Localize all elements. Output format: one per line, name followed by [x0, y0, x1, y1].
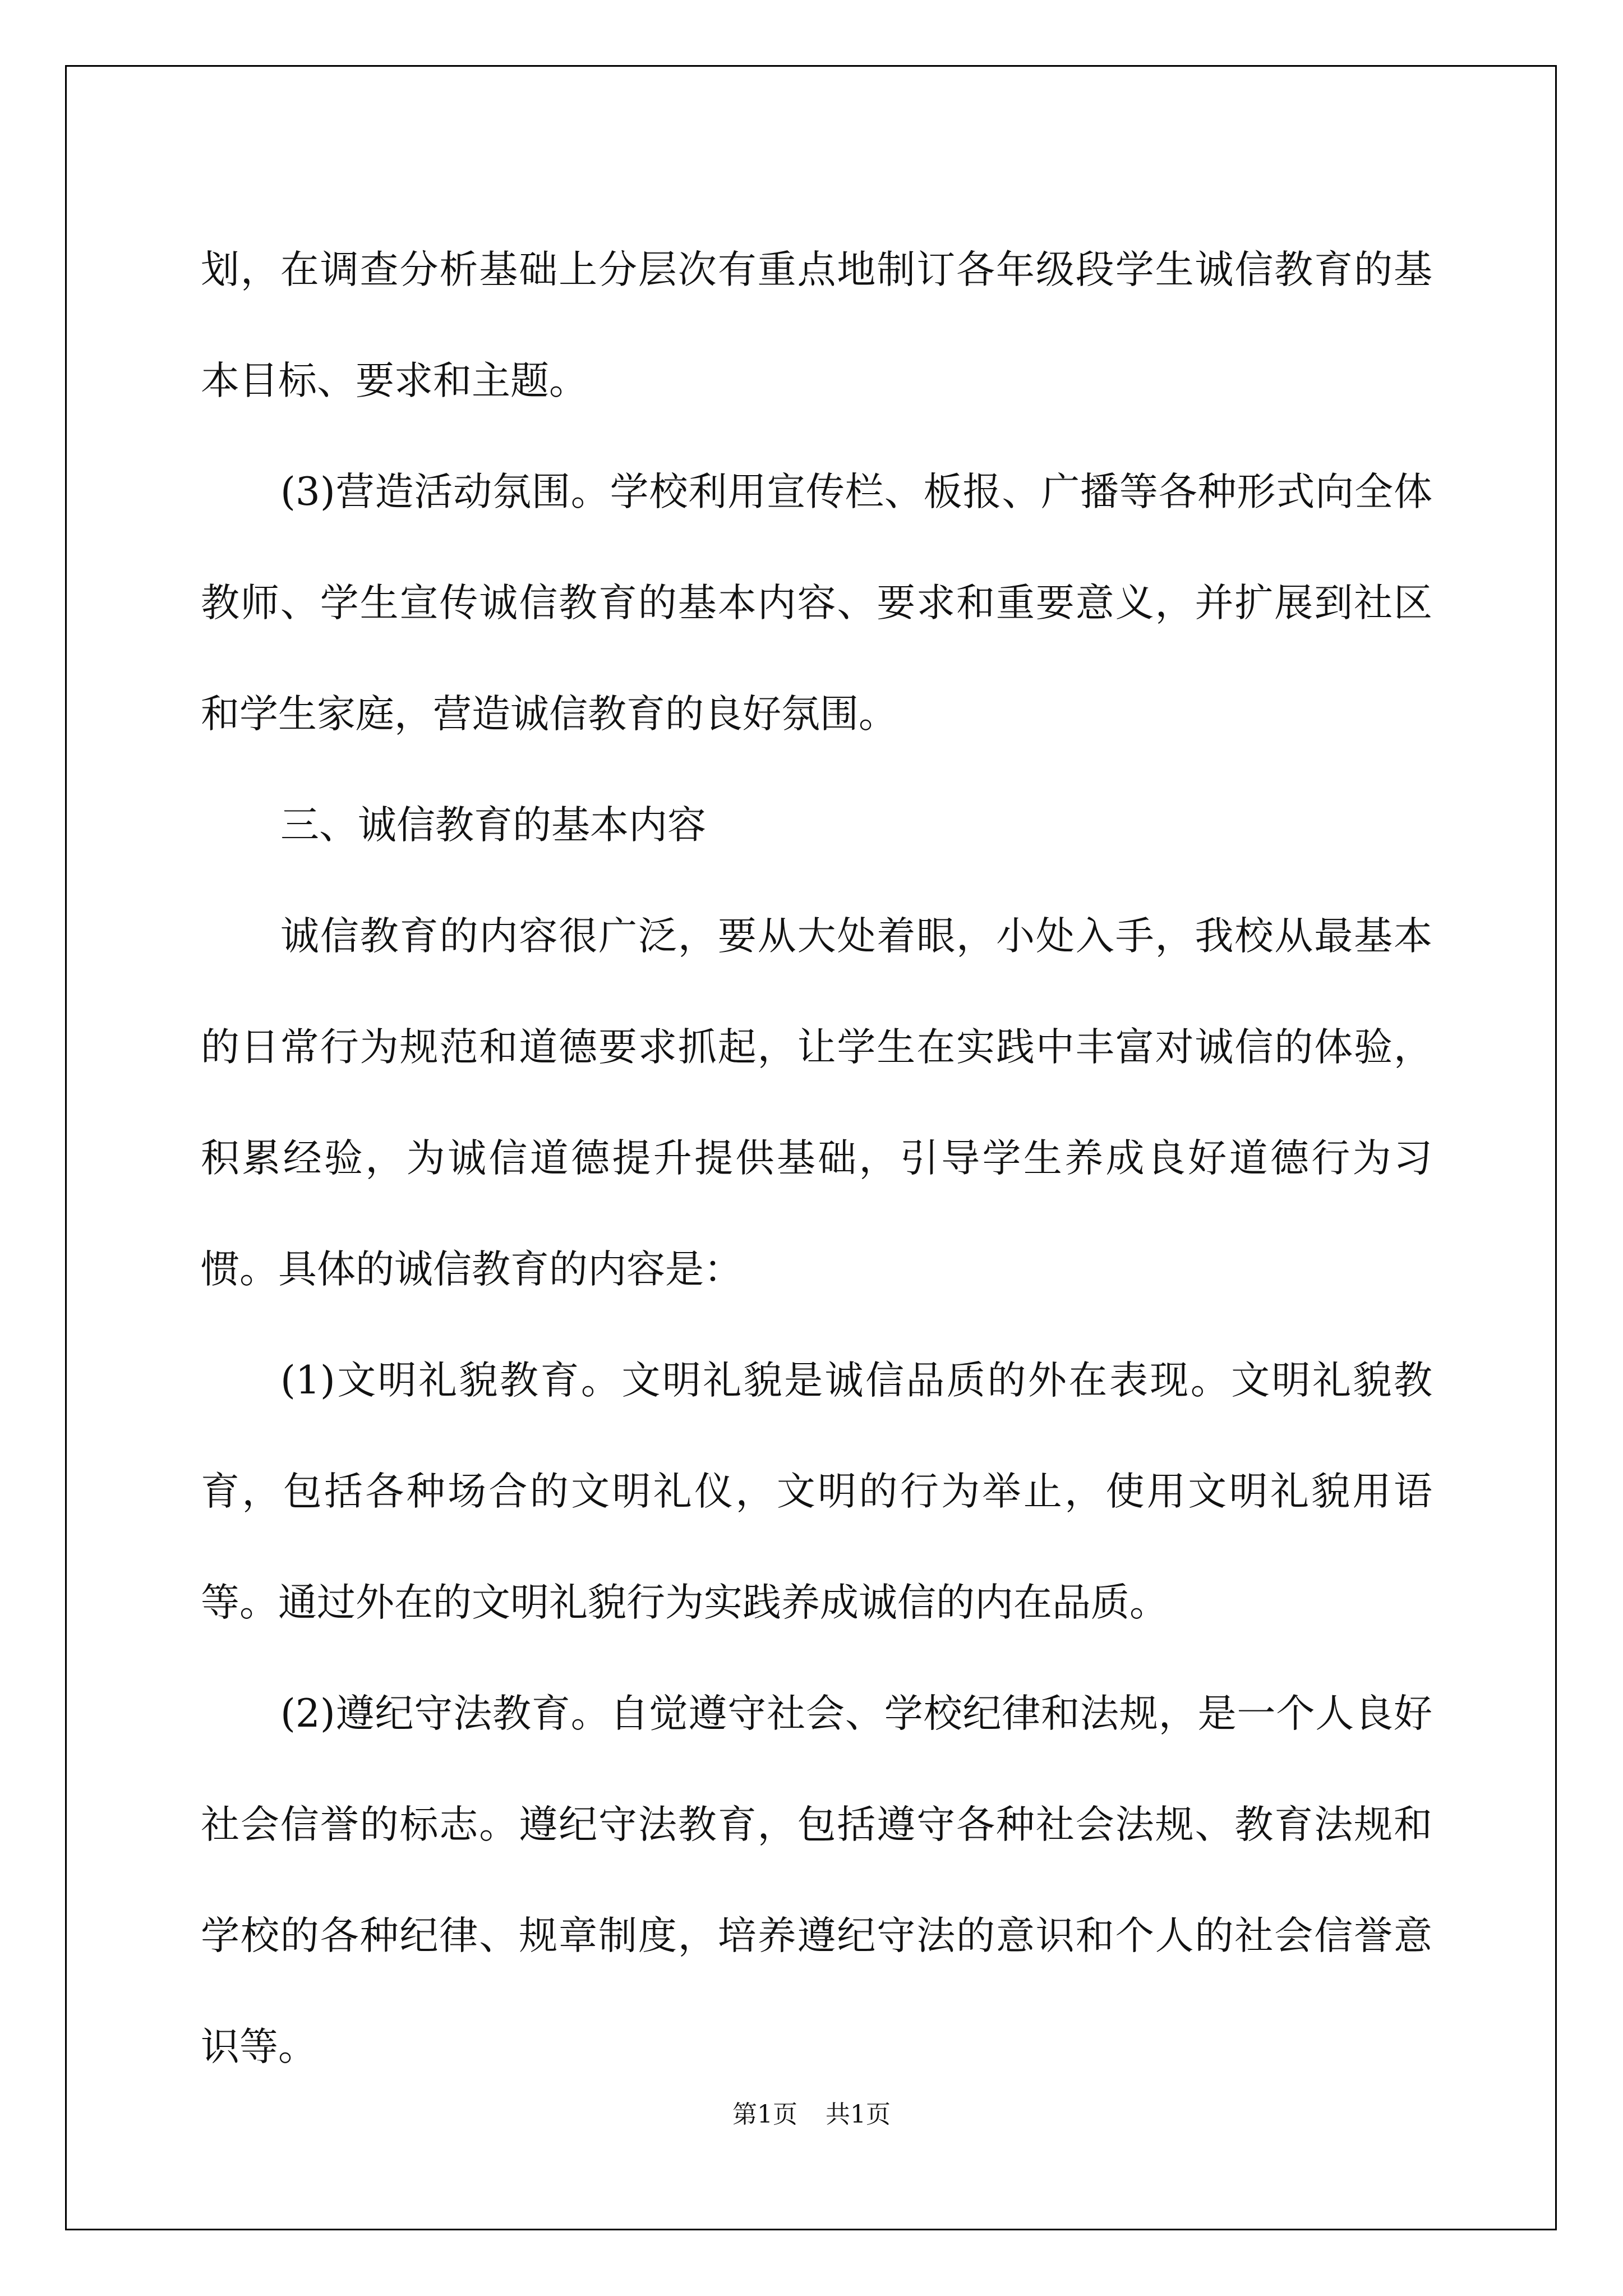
paragraph-5: (2)遵纪守法教育。自觉遵守社会、学校纪律和法规，是一个人良好社会信誉的标志。遵纪守法教育，包括遵守各种社会法规、教育法规和学校的各种纪律、规章制度，培养遵纪守法的意识和个人的社会信誉意识等。 [201, 1691, 1432, 2069]
section-heading: 三、诚信教育的基本内容 [280, 803, 706, 848]
paragraph-3: 诚信教育的内容很广泛，要从大处着眼，小处入手，我校从最基本的日常行为规范和道德要求抓起，让学生在实践中丰富对诚信的体验，积累经验，为诚信道德提升提供基础，引导学生养成良好道德行为习惯。具体的诚信教育的内容是： [201, 914, 1432, 1292]
page-footer [0, 2098, 1623, 2132]
paragraph-2: (3)营造活动氛围。学校利用宣传栏、板报、广播等各种形式向全体教师、学生宣传诚信教育的基本内容、要求和重要意义，并扩展到社区和学生家庭，营造诚信教育的良好氛围。 [201, 470, 1432, 737]
page-number-total: 共1页 [826, 2100, 891, 2129]
paragraph-1: 划，在调查分析基础上分层次有重点地制订各年级段学生诚信教育的基本目标、要求和主题。 [201, 247, 1432, 403]
page-number-current: 第1页 [732, 2100, 797, 2129]
document-body [201, 214, 1432, 2102]
paragraph-4: (1)文明礼貌教育。文明礼貌是诚信品质的外在表现。文明礼貌教育，包括各种场合的文明礼仪，文明的行为举止，使用文明礼貌用语等。通过外在的文明礼貌行为实践养成诚信的内在品质。 [201, 1358, 1432, 1625]
